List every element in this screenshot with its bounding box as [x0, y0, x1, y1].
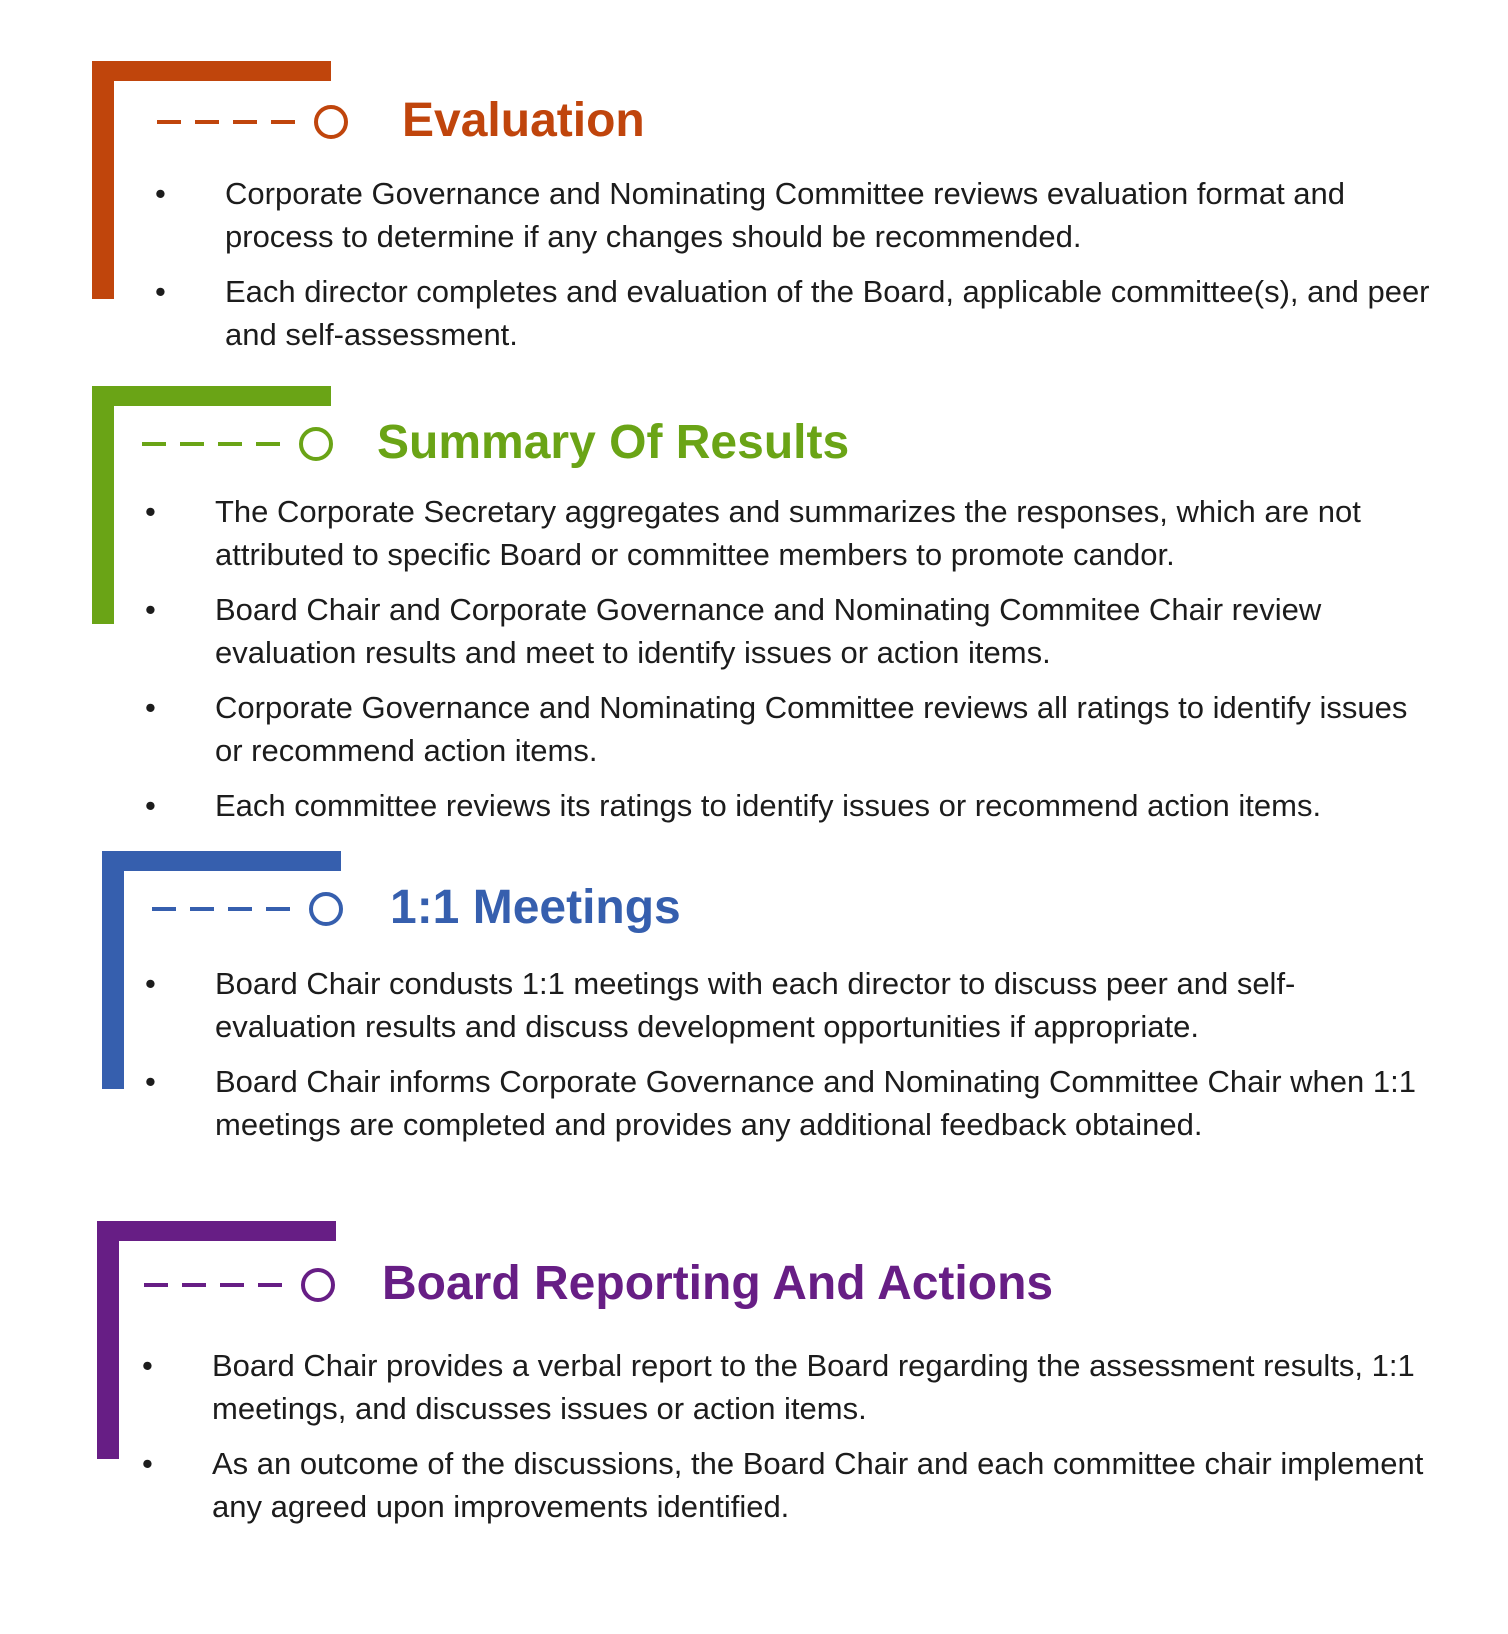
bracket-top [102, 851, 341, 871]
bracket-left [102, 851, 124, 1089]
bullet-text: Corporate Governance and Nominating Committee reviews all ratings to identify issues or recommend action items. [215, 690, 1408, 768]
bracket-top [92, 61, 331, 81]
bullet-text: Corporate Governance and Nominating Committee reviews evaluation format and process to determine if any changes should be recommended. [225, 176, 1346, 254]
bullet-icon: • [145, 494, 156, 529]
bullet-list [145, 490, 1435, 839]
bullet-icon: • [145, 592, 156, 627]
bullet-icon: • [155, 274, 166, 309]
bullet-text: Board Chair provides a verbal report to the Board regarding the assessment results, 1:1 meetings, and discusses issues or action items. [212, 1348, 1415, 1426]
list-item [145, 686, 1435, 772]
list-item [145, 588, 1435, 674]
list-item [155, 172, 1445, 258]
list-item [155, 270, 1445, 356]
bracket-left [92, 386, 114, 624]
bracket-top [97, 1221, 336, 1241]
bullet-text: The Corporate Secretary aggregates and summarizes the responses, which are not attributed to specific Board or committee members to promote candor. [215, 494, 1361, 572]
bullet-text: Board Chair informs Corporate Governance and Nominating Committee Chair when 1:1 meetings are completed and provides any additional feedback obtained. [215, 1064, 1416, 1142]
section-title: 1:1 Meetings [390, 881, 681, 934]
bullet-list [155, 172, 1445, 368]
bullet-icon: • [142, 1446, 153, 1481]
bullet-text: Each director completes and evaluation of the Board, applicable committee(s), and peer and self-assessment. [225, 274, 1430, 352]
bullet-icon: • [145, 690, 156, 725]
bullet-text: Each committee reviews its ratings to identify issues or recommend action items. [215, 788, 1322, 823]
bullet-icon: • [145, 1064, 156, 1099]
bullet-icon: • [145, 966, 156, 1001]
dashed-connector-icon [150, 889, 360, 929]
list-item [142, 1442, 1432, 1528]
list-item [145, 1060, 1435, 1146]
list-item [142, 1344, 1432, 1430]
bullet-icon: • [142, 1348, 153, 1383]
dashed-connector-icon [142, 1265, 352, 1305]
bullet-list [145, 962, 1435, 1158]
bullet-list [142, 1344, 1432, 1540]
bracket-left [97, 1221, 119, 1459]
bullet-icon: • [145, 788, 156, 823]
list-item [145, 962, 1435, 1048]
bullet-text: Board Chair condusts 1:1 meetings with each director to discuss peer and self-evaluation results and discuss development opportunities if appropriate. [215, 966, 1296, 1044]
bracket-left [92, 61, 114, 299]
bracket-top [92, 386, 331, 406]
section-title: Board Reporting And Actions [382, 1257, 1054, 1310]
list-item [145, 784, 1435, 827]
section-title: Evaluation [402, 94, 645, 147]
bullet-icon: • [155, 176, 166, 211]
section-title: Summary Of Results [377, 416, 850, 469]
dashed-connector-icon [155, 102, 365, 142]
list-item [145, 490, 1435, 576]
bullet-text: As an outcome of the discussions, the Board Chair and each committee chair implement any agreed upon improvements identified. [212, 1446, 1424, 1524]
bullet-text: Board Chair and Corporate Governance and Nominating Commitee Chair review evaluation results and meet to identify issues or action items. [215, 592, 1322, 670]
dashed-connector-icon [140, 424, 350, 464]
